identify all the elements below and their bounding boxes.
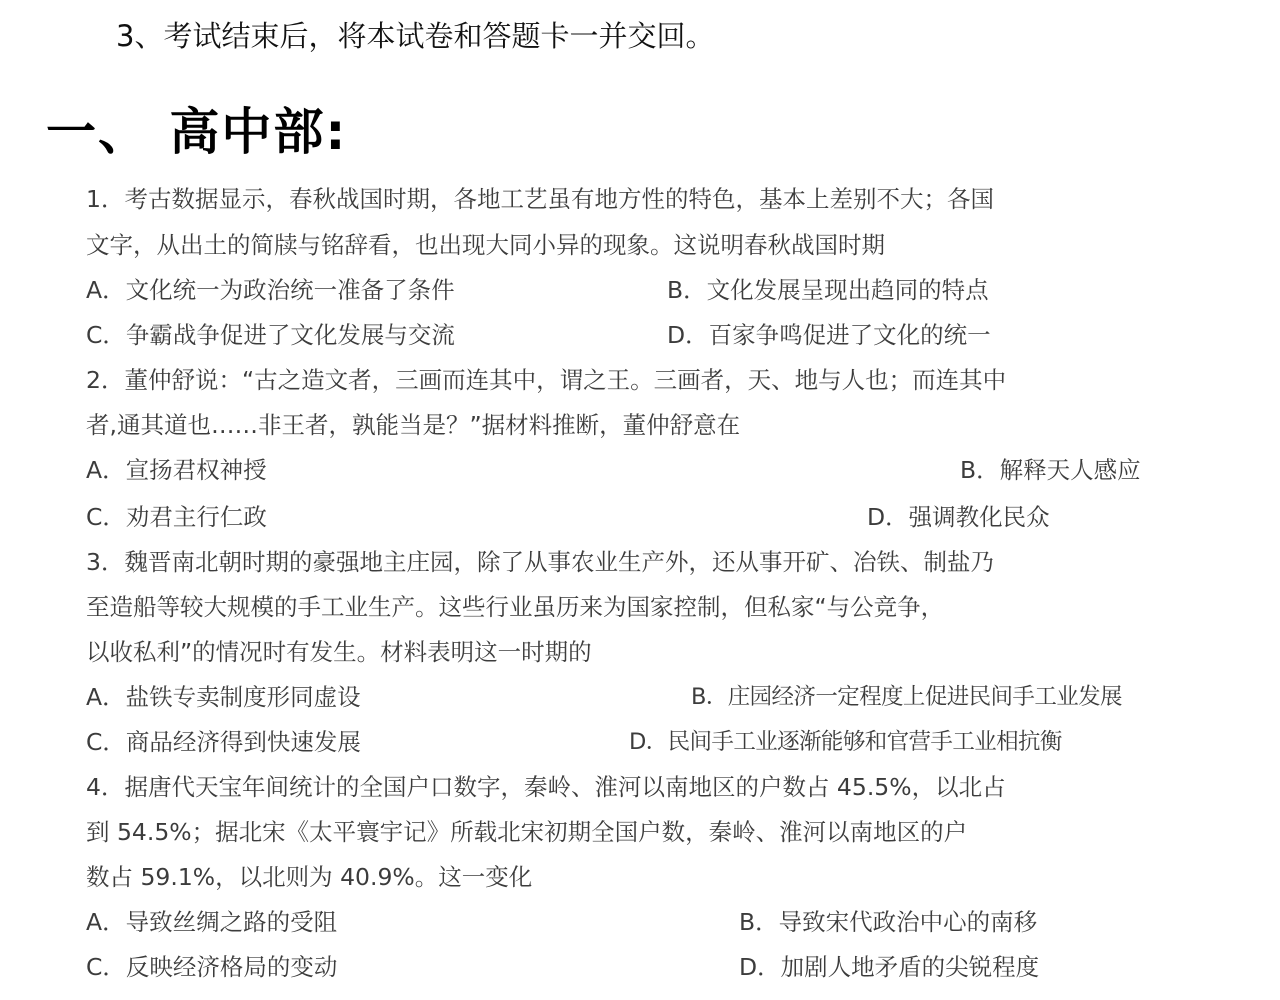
question-2-option-a: A．宣扬君权神授 [86,456,267,484]
question-3-option-a: A．盐铁专卖制度形同虚设 [86,683,361,711]
question-2-option-c: C．劝君主行仁政 [86,503,267,531]
question-2-option-d: D．强调教化民众 [867,503,1050,531]
question-2-option-b: B．解释天人感应 [960,456,1141,484]
section-title: 一、 高中部: [46,103,348,161]
question-1-option-b: B．文化发展呈现出趋同的特点 [667,276,989,304]
question-1-line-2: 文字，从出土的简牍与铭辞看，也出现大同小异的现象。这说明春秋战国时期 [86,231,885,259]
question-4-line-2: 到 54.5%；据北宋《太平寰宇记》所载北宋初期全国户数，秦岭、淮河以南地区的户 [86,818,968,846]
question-1-line-1: 1．考古数据显示，春秋战国时期，各地工艺虽有地方性的特色，基本上差别不大；各国 [86,185,994,213]
exam-instruction-note: 3、考试结束后，将本试卷和答题卡一并交回。 [116,19,715,53]
question-1-option-d: D．百家争鸣促进了文化的统一 [667,321,991,349]
question-2-line-1: 2．董仲舒说：“古之造文者，三画而连其中，谓之王。三画者，天、地与人也；而连其中 [86,366,1007,394]
question-3-option-c: C．商品经济得到快速发展 [86,728,361,756]
question-1-option-c: C．争霸战争促进了文化发展与交流 [86,321,455,349]
question-3-line-2: 至造船等较大规模的手工业生产。这些行业虽历来为国家控制，但私家“与公竞争， [86,593,945,621]
question-4-option-a: A．导致丝绸之路的受阻 [86,908,338,936]
question-3-line-1: 3．魏晋南北朝时期的豪强地主庄园，除了从事农业生产外，还从事开矿、冶铁、制盐乃 [86,548,994,576]
question-4-option-c: C．反映经济格局的变动 [86,953,338,981]
question-4-line-1: 4．据唐代天宝年间统计的全国户口数字，秦岭、淮河以南地区的户数占 45.5%，以北占 [86,773,1006,801]
question-4-option-d: D．加剧人地矛盾的尖锐程度 [739,953,1040,981]
question-4-option-b: B．导致宋代政治中心的南移 [739,908,1038,936]
question-3-option-b: B．庄园经济一定程度上促进民间手工业发展 [691,684,1122,710]
question-4-line-3: 数占 59.1%，以北则为 40.9%。这一变化 [86,863,533,891]
question-3-option-d: D．民间手工业逐渐能够和官营手工业相抗衡 [629,729,1062,755]
question-2-line-2: 者,通其道也……非王者，孰能当是？”据材料推断，董仲舒意在 [86,411,741,439]
question-1-option-a: A．文化统一为政治统一准备了条件 [86,276,455,304]
question-3-line-3: 以收私利”的情况时有发生。材料表明这一时期的 [86,638,592,666]
